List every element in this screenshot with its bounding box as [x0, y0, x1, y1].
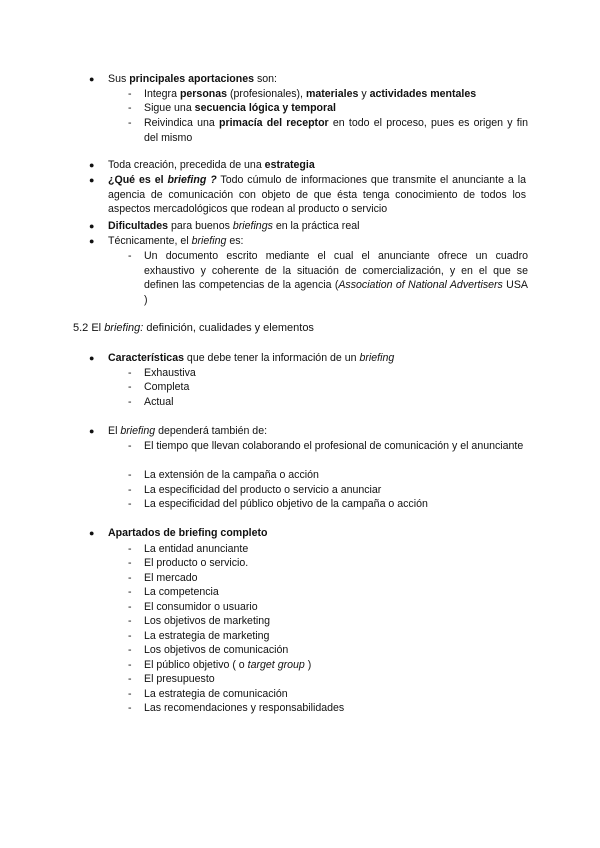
list-item: - Los objetivos de marketing [128, 615, 271, 627]
bullet-tecnicamente: ● Técnicamente, el briefing es: [89, 235, 244, 247]
bullet-icon: ● [89, 74, 95, 84]
list-item: - El mercado [128, 572, 198, 584]
list-item: - La especificidad del producto o servicio a anunciar [128, 484, 382, 496]
bullet-dependera: ● El briefing dependerá también de: [89, 425, 268, 437]
list-item: - El presupuesto [128, 673, 215, 685]
bullet-apartados: ● Apartados de briefing completo [89, 527, 268, 539]
list-item: - La extensión de la campaña o acción [128, 469, 319, 481]
bullet-caracteristicas: ● Características que debe tener la información de un briefing [89, 352, 395, 364]
list-item: - El público objetivo ( o target group ) [128, 659, 312, 671]
list-item: - Integra personas (profesionales), materiales y actividades mentales [128, 88, 477, 100]
bullet-principales-aportaciones: ● Sus principales aportaciones son: [89, 73, 277, 85]
list-item: - Los objetivos de comunicación [128, 644, 289, 656]
list-item: - El consumidor o usuario [128, 601, 258, 613]
list-item: - Exhaustiva [128, 367, 196, 379]
bullet-que-es-briefing: ● ¿Qué es el briefing ? Todo cúmulo de informaciones que transmite el anunciante a la agencia de comunicación con objeto de que ésta tenga conocimiento de todos los aspectos mercadológicos que rodean al producto o servicio [89, 174, 526, 216]
list-item: - La competencia [128, 586, 219, 598]
bullet-estrategia: ● Toda creación, precedida de una estrategia [89, 159, 315, 171]
list-item: - La especificidad del público objetivo de la campaña o acción [128, 498, 428, 510]
list-item: - La entidad anunciante [128, 543, 249, 555]
list-item: - Sigue una secuencia lógica y temporal [128, 102, 336, 114]
list-item: - El producto o servicio. [128, 557, 249, 569]
section-heading: 5.2 El briefing: definición, cualidades y elementos [73, 322, 314, 334]
bullet-dificultades: ● Dificultades para buenos briefings en la práctica real [89, 220, 360, 232]
list-item: - Un documento escrito mediante el cual el anunciante ofrece un cuadro exhaustivo y coherente de la situación de comercialización, y en el que se definen las competencias de la agencia (Association of National Advertisers USA ) [128, 250, 528, 306]
list-item: - Completa [128, 381, 190, 393]
list-item: - La estrategia de comunicación [128, 688, 288, 700]
list-item: - La estrategia de marketing [128, 630, 270, 642]
list-item: - Reivindica una primacía del receptor en todo el proceso, pues es origen y fin del mismo [128, 117, 528, 144]
list-item: - Las recomendaciones y responsabilidades [128, 702, 345, 714]
list-item: - El tiempo que llevan colaborando el profesional de comunicación y el anunciante [128, 440, 524, 452]
list-item: - Actual [128, 396, 174, 408]
